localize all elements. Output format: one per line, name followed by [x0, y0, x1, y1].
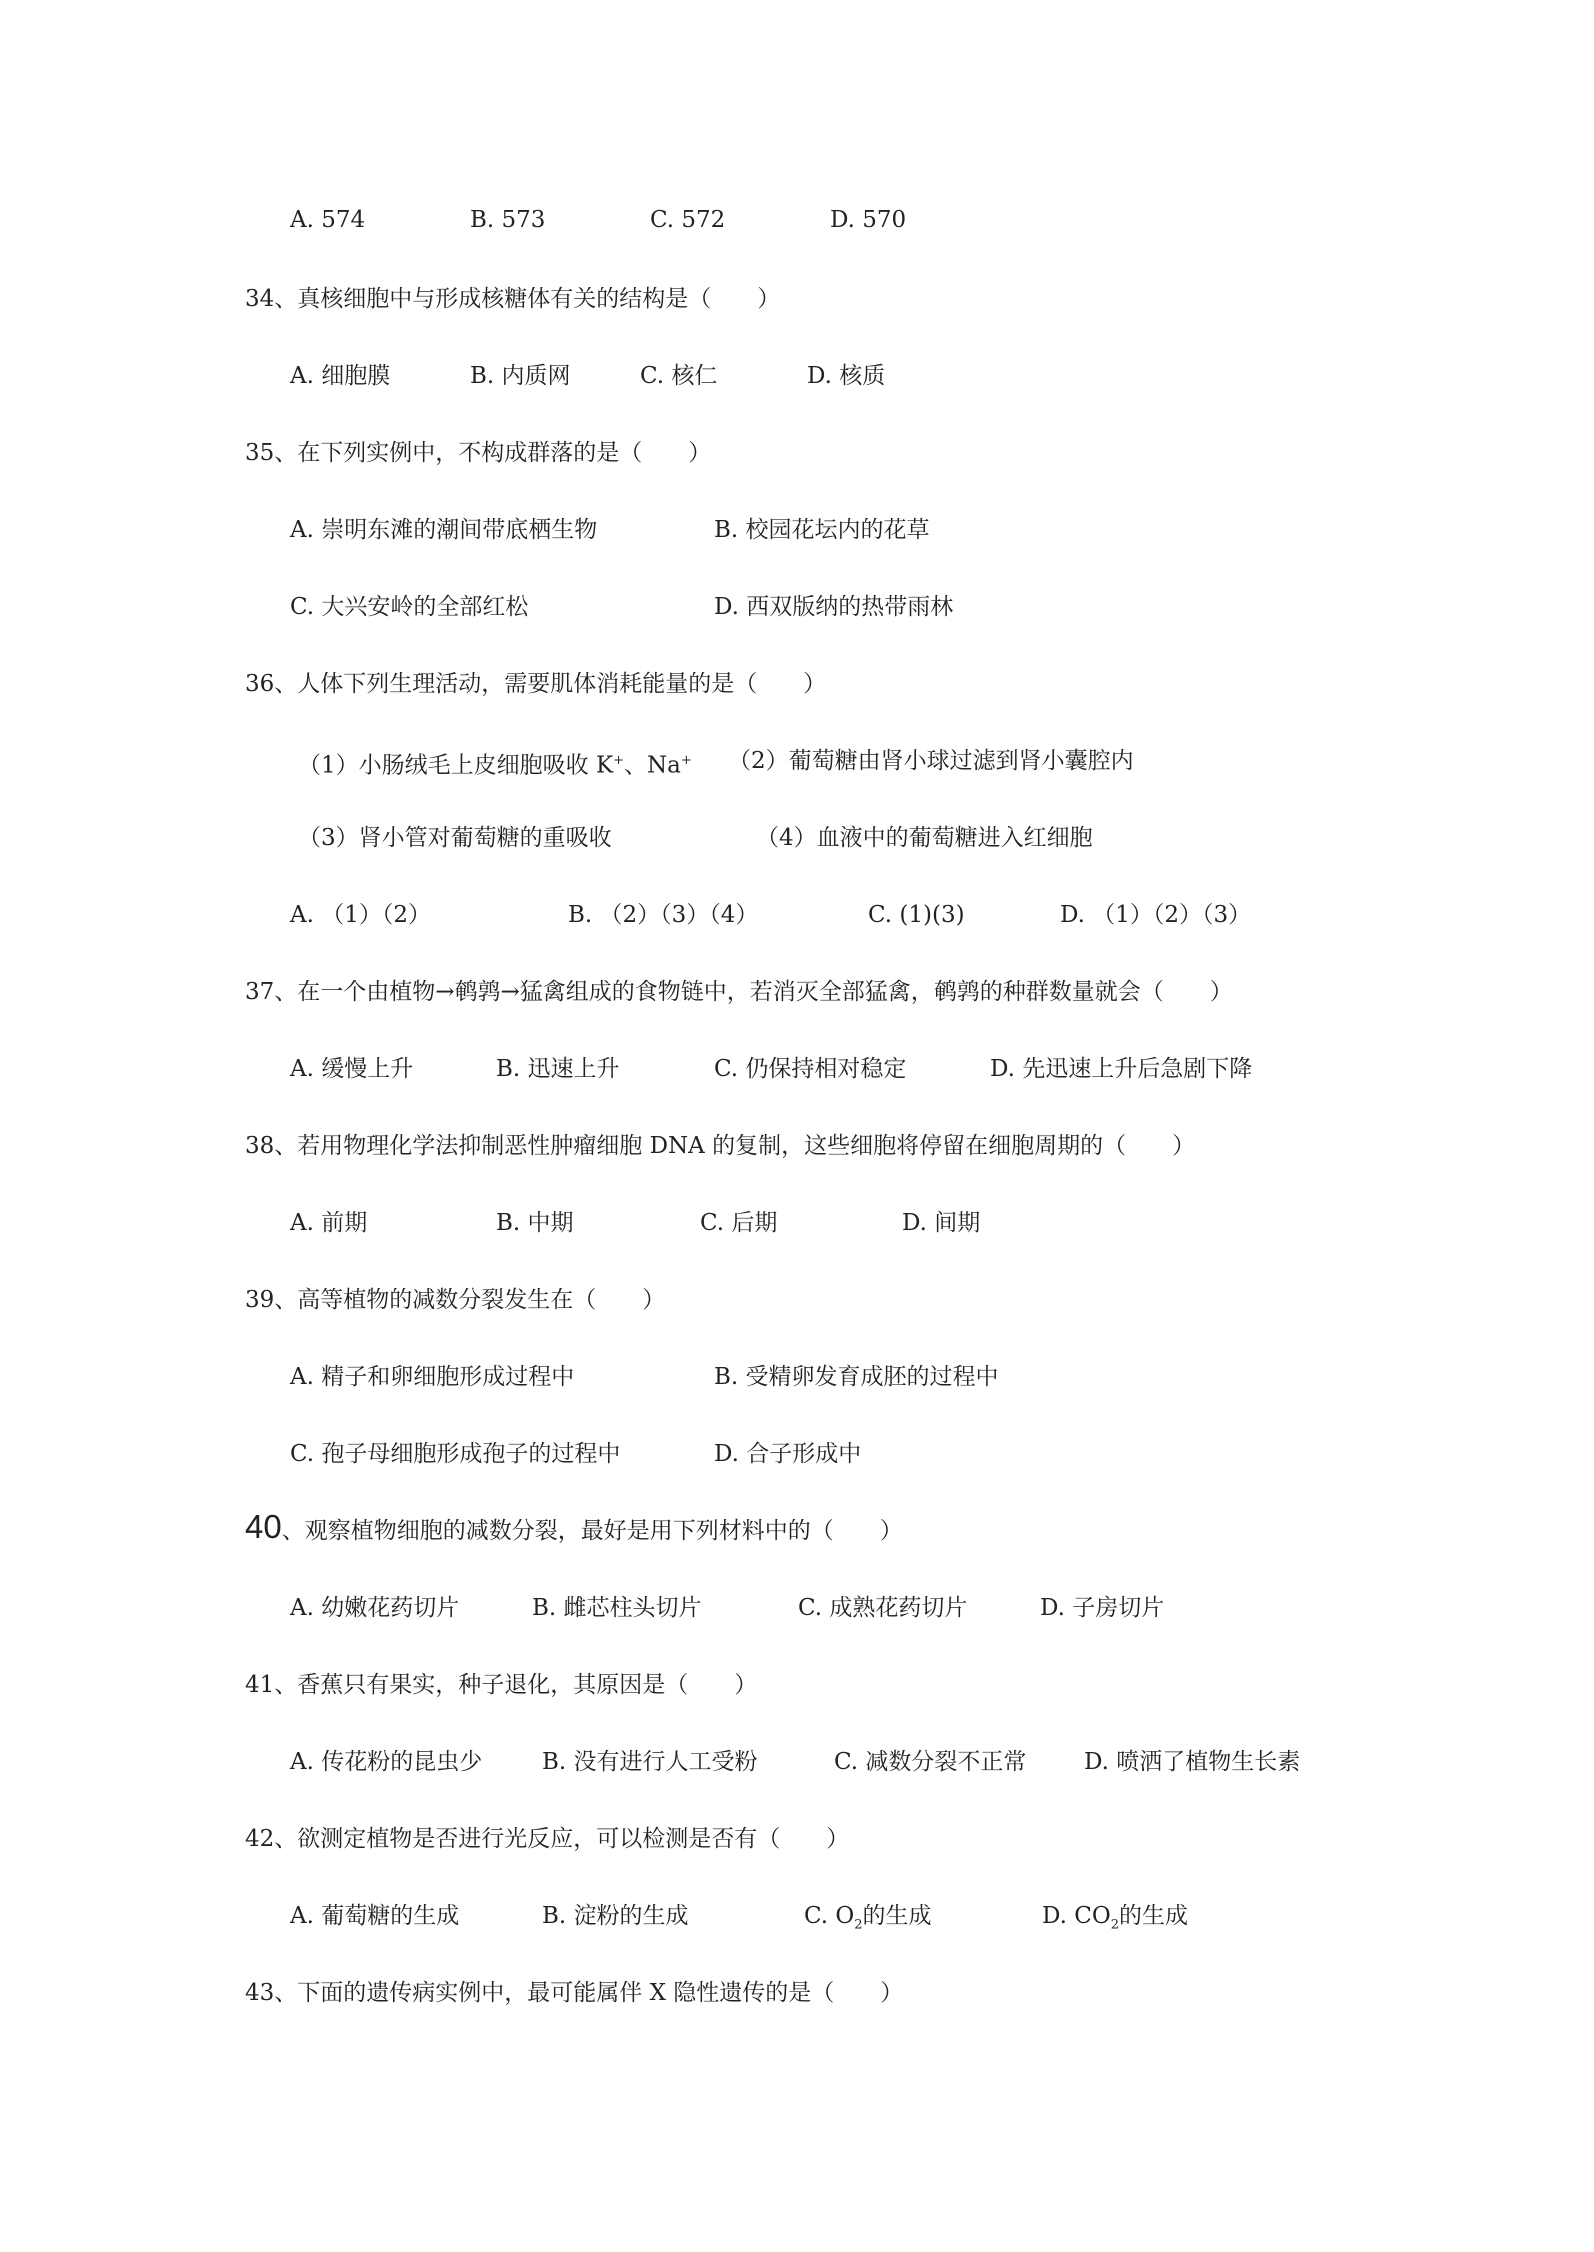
q34-option-a: A. 细胞膜	[290, 363, 391, 389]
q37-option-a: A. 缓慢上升	[290, 1056, 414, 1082]
q38-option-d: D. 间期	[902, 1210, 981, 1236]
q42-option-c: C. $O_2$的生成	[804, 1903, 932, 1933]
q39-option-b: B. 受精卵发育成胚的过程中	[714, 1364, 999, 1390]
q36-item-4: （4）血液中的葡萄糖进入红细胞	[756, 825, 1093, 851]
q37-option-d: D. 先迅速上升后急剧下降	[990, 1056, 1253, 1082]
q40-option-c: C. 成熟花药切片	[798, 1595, 968, 1621]
q38-stem: 38、若用物理化学法抑制恶性肿瘤细胞 DNA 的复制，这些细胞将停留在细胞周期的（ ）	[245, 1133, 1196, 1159]
q35-option-a: A. 崇明东滩的潮间带底栖生物	[290, 517, 598, 543]
q36-stem: 36、人体下列生理活动，需要肌体消耗能量的是（ ）	[245, 671, 827, 697]
q37-option-b: B. 迅速上升	[496, 1056, 620, 1082]
q39-option-d: D. 合子形成中	[714, 1441, 862, 1467]
q41-option-a: A. 传花粉的昆虫少	[290, 1749, 483, 1775]
q38-option-a: A. 前期	[290, 1210, 368, 1236]
q37-stem: 37、在一个由植物→鹌鹑→猛禽组成的食物链中，若消灭全部猛禽，鹌鹑的种群数量就会（ ）	[245, 979, 1233, 1005]
q40-stem: 40、观察植物细胞的减数分裂，最好是用下列材料中的（ ）	[245, 1508, 903, 1545]
q41-option-b: B. 没有进行人工受粉	[542, 1749, 758, 1775]
q36-item-3: （3）肾小管对葡萄糖的重吸收	[298, 825, 612, 851]
q38-option-c: C. 后期	[700, 1210, 778, 1236]
q40-option-b: B. 雌芯柱头切片	[532, 1595, 702, 1621]
q40-option-a: A. 幼嫩花药切片	[290, 1595, 460, 1621]
q36-option-b: B. （2）（3）（4）	[568, 902, 759, 928]
q35-option-c: C. 大兴安岭的全部红松	[290, 594, 529, 620]
q39-stem: 39、高等植物的减数分裂发生在（ ）	[245, 1287, 666, 1313]
q35-stem: 35、在下列实例中，不构成群落的是（ ）	[245, 440, 712, 466]
q41-option-d: D. 喷洒了植物生长素	[1084, 1749, 1301, 1775]
q34-option-b: B. 内质网	[470, 363, 571, 389]
q36-item-1: （1）小肠绒毛上皮细胞吸收 K+、Na+	[298, 752, 692, 779]
q39-option-c: C. 孢子母细胞形成孢子的过程中	[290, 1441, 621, 1467]
q33-option-c: C. 572	[650, 207, 726, 233]
q42-option-d: D. $CO_2$的生成	[1042, 1903, 1188, 1933]
q35-option-b: B. 校园花坛内的花草	[714, 517, 930, 543]
q42-stem: 42、欲测定植物是否进行光反应，可以检测是否有（ ）	[245, 1826, 850, 1852]
q43-stem: 43、下面的遗传病实例中，最可能属伴 X 隐性遗传的是（ ）	[245, 1980, 904, 2006]
q42-option-b: B. 淀粉的生成	[542, 1903, 689, 1929]
q37-option-c: C. 仍保持相对稳定	[714, 1056, 907, 1082]
q33-option-a: A. 574	[290, 207, 366, 233]
q42-option-a: A. 葡萄糖的生成	[290, 1903, 460, 1929]
q38-option-b: B. 中期	[496, 1210, 574, 1236]
q36-option-c: C. (1)(3)	[868, 902, 965, 928]
q33-option-d: D. 570	[830, 207, 907, 233]
q35-option-d: D. 西双版纳的热带雨林	[714, 594, 954, 620]
q41-option-c: C. 减数分裂不正常	[834, 1749, 1027, 1775]
q41-stem: 41、香蕉只有果实，种子退化，其原因是（ ）	[245, 1672, 758, 1698]
q34-option-d: D. 核质	[807, 363, 886, 389]
q36-item-2: （2）葡萄糖由肾小球过滤到肾小囊腔内	[728, 748, 1134, 774]
q36-option-a: A. （1）（2）	[290, 902, 431, 928]
q40-number: 40	[245, 1508, 282, 1545]
q40-option-d: D. 子房切片	[1040, 1595, 1165, 1621]
q36-option-d: D. （1）（2）（3）	[1060, 902, 1252, 928]
q33-option-b: B. 573	[470, 207, 546, 233]
q34-stem: 34、真核细胞中与形成核糖体有关的结构是（ ）	[245, 286, 781, 312]
q34-option-c: C. 核仁	[640, 363, 718, 389]
q39-option-a: A. 精子和卵细胞形成过程中	[290, 1364, 575, 1390]
